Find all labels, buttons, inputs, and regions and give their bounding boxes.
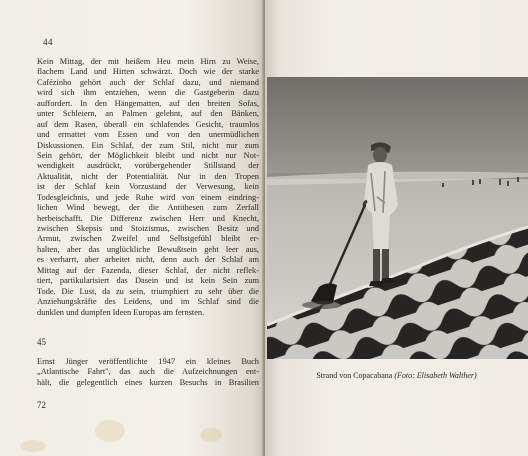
paragraph-44 — [37, 57, 259, 318]
text-line: halten, aber das unglückliche Bewußtsein geht leer aus, — [37, 244, 259, 254]
text-line: es verharrt, aber arbeitet nicht, denn auch der Schlaf am — [37, 255, 259, 265]
text-line: und ermattet vom Essen und von den unermüdlichen — [37, 130, 259, 140]
text-line: herbeischafft. Die Differenz zwischen Herr und Knecht, — [37, 213, 259, 223]
text-line: unter Schleiern, an Palmen gelehnt, auf den Bänken, — [37, 109, 259, 119]
text-line: Anziehungskräfte des Leidens, und im Schlaf sind die — [37, 297, 259, 307]
text-line: „Atlantische Fahrt", das auch die Aufzeichnungen ent- — [37, 367, 259, 377]
text-line: Mittag auf der Fazenda, dieser Schlaf, der nicht reflek- — [37, 265, 259, 275]
text-line: lichen Wind bewegt, der die Antithesen zum Zerfall — [37, 203, 259, 213]
page-number-top: 44 — [43, 37, 53, 47]
text-line: dunklen und dumpfen Ideen Europas am fernsten. — [37, 307, 205, 317]
text-line: Tode. Die Lust, da zu sein, triumphiert zu sehr über die — [37, 286, 259, 296]
caption-credit: (Foto: Elisabeth Walther) — [394, 371, 477, 380]
paper-stain — [200, 428, 222, 442]
text-line: flachem Land und Hirten schwärzt. Doch wie der starke — [37, 67, 259, 77]
text-line: zwischen Skepsis und Stoizismus, zwischen Besitz und — [37, 224, 259, 233]
paper-stain — [95, 420, 125, 442]
text-line: Cafézinho gehört auch der Schlaf dazu, und niemand — [37, 77, 259, 87]
photo-caption — [265, 371, 528, 380]
right-page — [265, 0, 528, 456]
page-number-bottom: 72 — [37, 400, 46, 410]
text-line: Sein gehört, der Möglichkeit bleibt und nicht nur Not- — [37, 150, 259, 160]
text-line: auffordert. In den Hängematten, auf den breiten Sofas, — [37, 98, 259, 108]
text-line: ist der Schlaf kein Vorzustand der Verwesung, kein — [37, 182, 259, 192]
section-number: 45 — [37, 337, 46, 347]
text-line: Kein Mittag, der mit heißem Heu mein Hirn zu Weise, — [37, 57, 259, 66]
text-line: Diskussionen. Ein Schlaf, der zum Stil, nicht nur zum — [37, 140, 259, 150]
caption-title: Strand von Copacabana — [316, 371, 393, 380]
text-line: wendigkeit ausdrückt, vorübergehender Stillstand der — [37, 161, 259, 171]
text-line: Todesgleichnis, und jede Ruhe wird von einem eindring- — [37, 192, 259, 202]
text-line: wird sich ihm entziehen, wenn die Gastgeberin dazu — [37, 88, 259, 98]
text-line: tiert, partikularisiert das Dasein und ist kein Sein zum — [37, 276, 259, 286]
paragraph-45 — [37, 357, 259, 388]
text-line: auf dem Rasen, überall ein schlafendes Gesicht, traumlos — [37, 119, 259, 129]
paper-stain — [20, 440, 46, 452]
text-line: hält, die gelegentlich eines kurzen Besuchs in Brasilien — [37, 377, 259, 387]
text-line: Aktualität, nicht der Potentialität. Nur in den Tropen — [37, 171, 259, 181]
text-line: Ernst Jünger veröffentlichte 1947 ein kleines Buch — [37, 357, 259, 366]
photo-copacabana — [267, 77, 528, 359]
photo-image — [267, 77, 528, 359]
text-line: Armut, zwischen Zweifel und Selbstgefühl bleibt er- — [37, 234, 259, 244]
